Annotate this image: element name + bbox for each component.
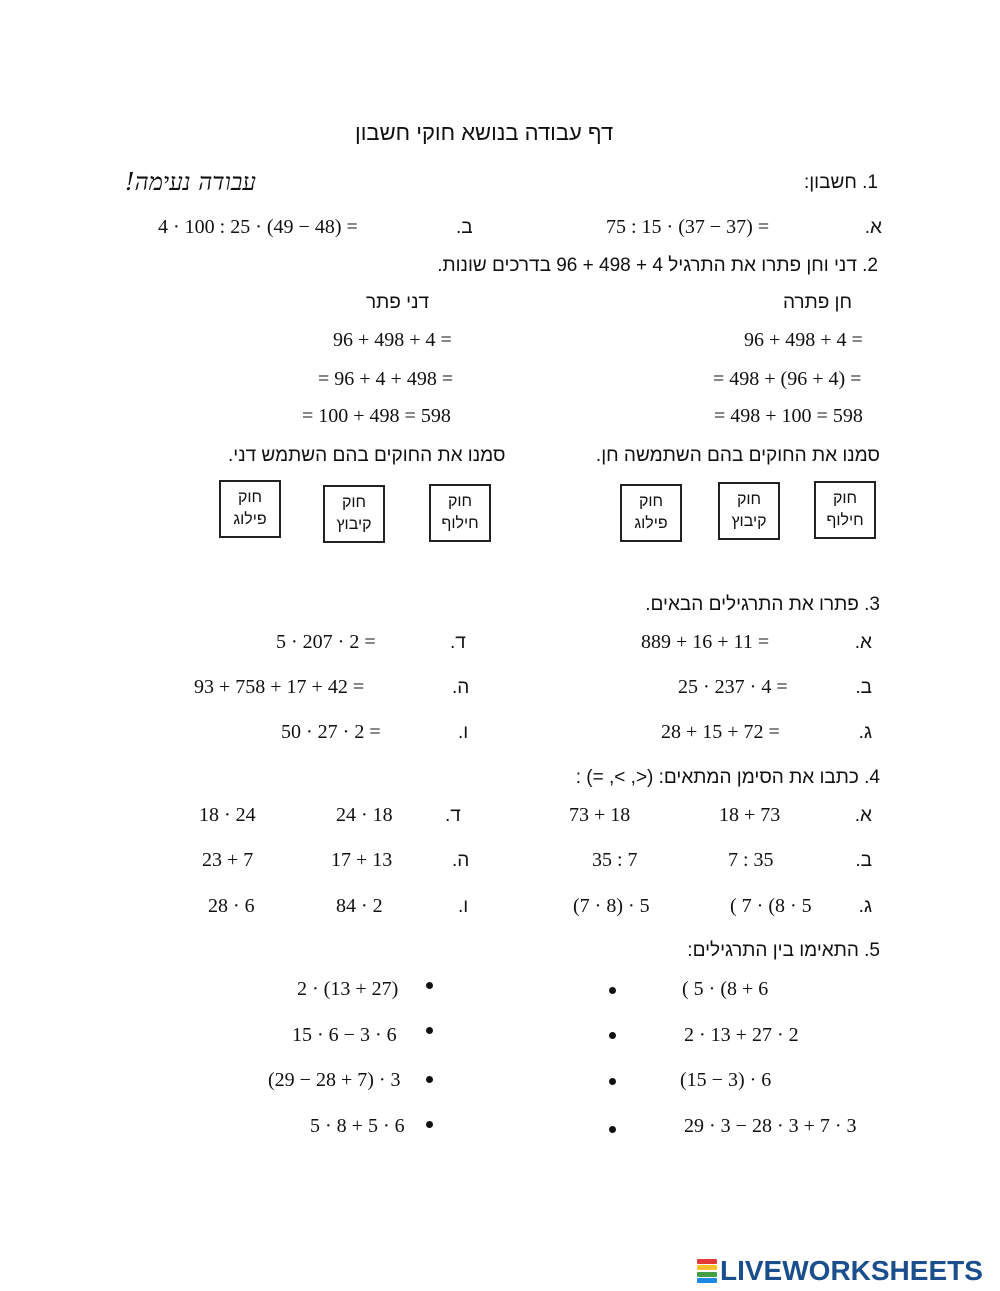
logo-stripe [697, 1259, 717, 1264]
q5-left-expression-3: (29 − 28 + 7) · 3 [268, 1069, 401, 1091]
q4-e-letter: ה. [452, 850, 470, 871]
chen-box-commutative[interactable] [814, 481, 876, 539]
chen-box-associative[interactable] [718, 482, 780, 540]
q5-left-expression-2: 15 · 6 − 3 · 6 [292, 1024, 397, 1046]
q5-label: 5. התאימו בין התרגילים: [687, 940, 880, 961]
q4-f-second: 28 · 6 [208, 895, 255, 917]
q1-a-letter: א. [864, 217, 882, 238]
q4-f-letter: ו. [458, 896, 469, 917]
box-label-line1: חוק [638, 493, 664, 510]
chen-heading: חן פתרה [782, 292, 852, 313]
q3-d-letter: ד. [450, 632, 466, 653]
chen-line-3: = 498 + 100 = 598 [714, 405, 863, 427]
q3-c-letter: ג. [858, 722, 872, 743]
q3-label: 3. פתרו את התרגילים הבאים. [645, 594, 880, 615]
q4-d-second: 18 · 24 [199, 804, 256, 826]
q3-b-letter: ב. [855, 677, 872, 698]
dani-heading: דני פתר [366, 292, 430, 313]
dani-line-2: = 96 + 4 + 498 = [318, 368, 454, 390]
q3-f-letter: ו. [458, 722, 469, 743]
q3-b-expression: 25 · 237 · 4 = [678, 676, 788, 698]
chen-mark-label: סמנו את החוקים בהם השתמשה חן. [595, 445, 880, 466]
q4-c-second: (7 · 8) · 5 [573, 895, 650, 917]
q3-f-expression: 50 · 27 · 2 = [281, 721, 381, 743]
q5-right-expression-3: (15 − 3) · 6 [680, 1069, 772, 1091]
q4-d-first: 24 · 18 [336, 804, 393, 826]
q1-b-letter: ב. [456, 217, 473, 238]
dani-box-distributive[interactable] [219, 480, 281, 538]
chen-line-2: = 498 + (96 + 4) = [713, 368, 862, 390]
q3-e-expression: 93 + 758 + 17 + 42 = [194, 676, 365, 698]
logo-text: LIVEWORKSHEETS [720, 1255, 983, 1286]
q3-c-expression: 28 + 15 + 72 = [661, 721, 780, 743]
liveworksheets-logo [697, 1255, 983, 1287]
q5-left-expression-4: 5 · 8 + 5 · 6 [310, 1115, 405, 1137]
q4-a-second: 73 + 18 [569, 804, 631, 826]
q3-a-letter: א. [854, 632, 872, 653]
q1-a-expression: 75 : 15 · (37 − 37) = [606, 216, 770, 238]
q4-b-letter: ב. [855, 850, 872, 871]
box-label-line2: פילוג [634, 515, 668, 532]
q3-e-letter: ה. [452, 677, 470, 698]
q1-label: 1. חשבון: [803, 172, 878, 193]
liveworksheets-logo-icon [697, 1259, 717, 1283]
q4-b-second: 35 : 7 [592, 849, 638, 871]
box-label-line1: חוק [736, 491, 762, 508]
q5-left-match-dot-3[interactable] [426, 1076, 433, 1083]
box-label-line1: חוק [447, 493, 473, 510]
q5-right-expression-4: 29 · 3 − 28 · 3 + 7 · 3 [684, 1115, 857, 1137]
q5-right-expression-2: 2 · 13 + 27 · 2 [684, 1024, 799, 1046]
q5-left-match-dot-4[interactable] [426, 1121, 433, 1128]
q2-label: 2. דני וחן פתרו את התרגיל 4 + 498 + 96 בדרכים שונות. [437, 255, 878, 276]
dani-mark-label: סמנו את החוקים בהם השתמש דני. [228, 445, 506, 466]
box-label-line2: פילוג [233, 511, 267, 528]
box-label-line2: קיבוץ [731, 513, 767, 530]
q3-d-expression: 5 · 207 · 2 = [276, 631, 376, 653]
box-label-line2: חילוף [441, 515, 479, 532]
dani-line-1: 96 + 498 + 4 = [333, 329, 452, 351]
chen-box-distributive[interactable] [620, 484, 682, 542]
q5-right-match-dot-4[interactable] [609, 1126, 616, 1133]
box-label-line2: חילוף [826, 512, 864, 529]
q5-right-expression-1: ( 5 · (8 + 6 [682, 978, 769, 1000]
q5-right-match-dot-2[interactable] [609, 1032, 616, 1039]
q4-label: 4. כתבו את הסימן המתאים: (<, >, =) : [575, 767, 880, 788]
q4-e-first: 17 + 13 [331, 849, 393, 871]
q3-a-expression: 889 + 16 + 11 = [641, 631, 770, 653]
box-label-line1: חוק [832, 490, 858, 507]
q4-e-second: 23 + 7 [202, 849, 254, 871]
page-title: דף עבודה בנושא חוקי חשבון [355, 120, 614, 145]
box-label-line1: חוק [341, 494, 367, 511]
q4-c-letter: ג. [858, 896, 872, 917]
q5-right-match-dot-1[interactable] [609, 987, 616, 994]
logo-stripe [697, 1272, 717, 1277]
q4-a-first: 18 + 73 [719, 804, 781, 826]
q4-f-first: 84 · 2 [336, 895, 383, 917]
q1-b-expression: 4 · 100 : 25 · (49 − 48) = [158, 216, 358, 238]
q5-right-match-dot-3[interactable] [609, 1078, 616, 1085]
box-label-line2: קיבוץ [336, 516, 372, 533]
logo-stripe [697, 1278, 717, 1283]
q4-c-first: ( 7 · (8 · 5 [730, 895, 812, 917]
logo-stripe [697, 1265, 717, 1270]
q5-left-match-dot-1[interactable] [426, 982, 433, 989]
q4-b-first: 7 : 35 [728, 849, 774, 871]
praise-text: עבודה נעימה! [125, 168, 256, 196]
q5-left-expression-1: 2 · (13 + 27) [297, 978, 399, 1000]
q4-d-letter: ד. [445, 805, 461, 826]
box-label-line1: חוק [237, 489, 263, 506]
q4-a-letter: א. [854, 805, 872, 826]
chen-line-1: 96 + 498 + 4 = [744, 329, 863, 351]
dani-line-3: = 100 + 498 = 598 [302, 405, 451, 427]
dani-box-commutative[interactable] [429, 484, 491, 542]
q5-left-match-dot-2[interactable] [426, 1027, 433, 1034]
dani-box-associative[interactable] [323, 485, 385, 543]
